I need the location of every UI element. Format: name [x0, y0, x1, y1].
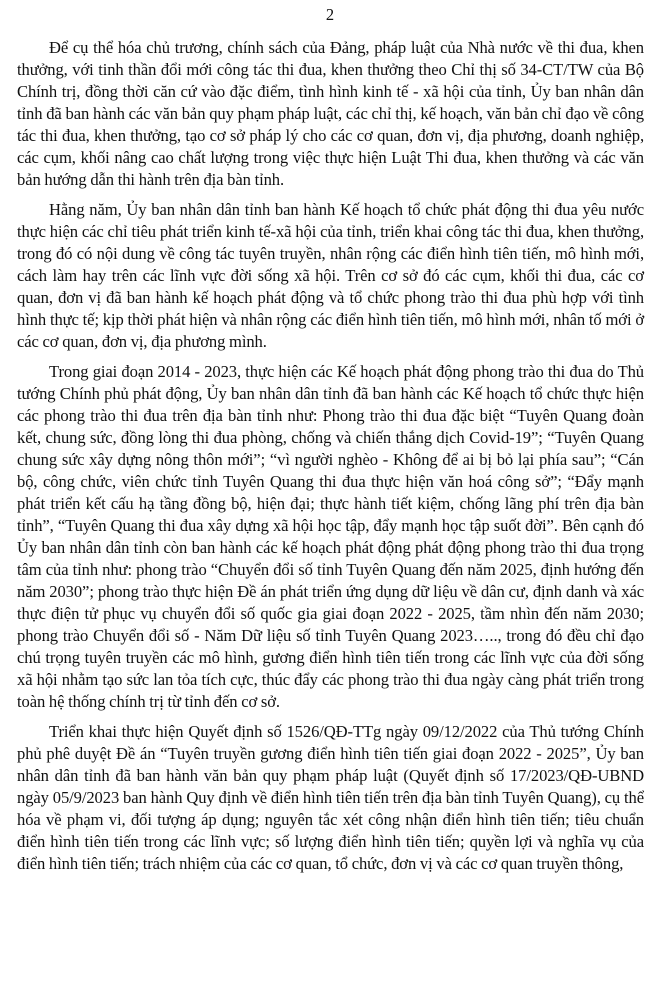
- paragraph-1: Để cụ thể hóa chủ trương, chính sách của Đảng, pháp luật của Nhà nước về thi đua, khen thưởng, với tinh thần đổi mới công tác thi đua, khen thưởng theo Chỉ thị số 34-CT/TW của Bộ Chính trị, đồng thời căn cứ vào đặc điểm, tình hình kinh tế - xã hội của tỉnh, Ủy ban nhân dân tỉnh đã ban hành các văn bản quy phạm pháp luật, các chỉ thị, kế hoạch, văn bản chỉ đạo về công tác thi đua, khen thưởng, tạo cơ sở pháp lý cho các cơ quan, đơn vị, địa phương, doanh nghiệp, các cụm, khối nâng cao chất lượng trong việc thực hiện Luật Thi đua, khen thưởng và các văn bản hướng dẫn thi hành trên địa bàn tỉnh.: [17, 38, 644, 189]
- paragraph-2: Hằng năm, Ủy ban nhân dân tỉnh ban hành Kế hoạch tổ chức phát động thi đua yêu nước thực hiện các chỉ tiêu phát triển kinh tế-xã hội của tỉnh, triển khai công tác thi đua, khen thưởng, trong đó có nội dung về công tác tuyên truyền, nhân rộng các điển hình tiên tiến, mô hình mới, cách làm hay trên các lĩnh vực đời sống xã hội. Trên cơ sở đó các cụm, khối thi đua, các cơ quan, đơn vị đã ban hành kế hoạch phát động và tổ chức phong trào thi đua phù hợp với tình hình thực tế; kịp thời phát hiện và nhân rộng các điển hình tiên tiến, mô hình mới, nhân tố mới ở các cơ quan, đơn vị, địa phương mình.: [17, 200, 644, 351]
- paragraph-3: Trong giai đoạn 2014 - 2023, thực hiện các Kế hoạch phát động phong trào thi đua do Thủ tướng Chính phủ phát động, Ủy ban nhân dân tỉnh đã ban hành các Kế hoạch tổ chức thực hiện các phong trào thi đua trên địa bàn tỉnh như: Phong trào thi đua đặc biệt “Tuyên Quang đoàn kết, chung sức, đồng lòng thi đua phòng, chống và chiến thắng dịch Covid-19”; “Tuyên Quang chung sức xây dựng nông thôn mới”; “vì người nghèo - Không để ai bị bỏ lại phía sau”; “Cán bộ, công chức, viên chức tỉnh Tuyên Quang thi đua thực hiện văn hoá công sở”; “Đẩy mạnh phát triển kết cấu hạ tầng đồng bộ, hiện đại; thực hành tiết kiệm, chống lãng phí trên địa bàn tỉnh”, “Tuyên Quang thi đua xây dựng xã hội học tập, đẩy mạnh học tập suốt đời”. Bên cạnh đó Ủy ban nhân dân tỉnh còn ban hành các kế hoạch phát động phát động phong trào thi đua trọng tâm của tỉnh như: phong trào “Chuyển đổi số tỉnh Tuyên Quang đến năm 2025, định hướng đến năm 2030”; phong trào thực hiện Đề án phát triển ứng dụng dữ liệu về dân cư, định danh và xác thực điện tử phục vụ chuyển đổi số quốc gia giai đoạn 2022 - 2025, tầm nhìn đến năm 2030; phong trào Chuyển đổi số - Năm Dữ liệu số tỉnh Tuyên Quang 2023….., trong đó đều chỉ đạo chú trọng tuyên truyền các mô hình, gương điển hình tiên tiến trong các lĩnh vực của đời sống xã hội nhằm tạo sức lan tỏa tích cực, thúc đẩy các phong trào thi đua ngày càng phát triển trong toàn hệ thống chính trị từ tỉnh đến cơ sở.: [17, 362, 644, 711]
- document-body: [17, 37, 644, 875]
- page-number: 2: [325, 5, 335, 24]
- paragraph-4: Triển khai thực hiện Quyết định số 1526/QĐ-TTg ngày 09/12/2022 của Thủ tướng Chính phủ phê duyệt Đề án “Tuyên truyền gương điển hình tiên tiến giai đoạn 2022 - 2025”, Ủy ban nhân dân tỉnh đã ban hành văn bản quy phạm pháp luật (Quyết định số 17/2023/QĐ-UBND ngày 05/9/2023 ban hành Quy định về điển hình tiên tiến trên địa bàn tỉnh Tuyên Quang), cụ thể hóa về phạm vi, đối tượng áp dụng; nguyên tắc xét công nhận điển hình tiên tiến; tiêu chuẩn điển hình tiên tiến trong các lĩnh vực; số lượng điển hình tiên tiến; quyền lợi và nghĩa vụ của điển hình tiên tiến; trách nhiệm của các cơ quan, tổ chức, đơn vị và các cơ quan truyền thông,: [17, 722, 644, 873]
